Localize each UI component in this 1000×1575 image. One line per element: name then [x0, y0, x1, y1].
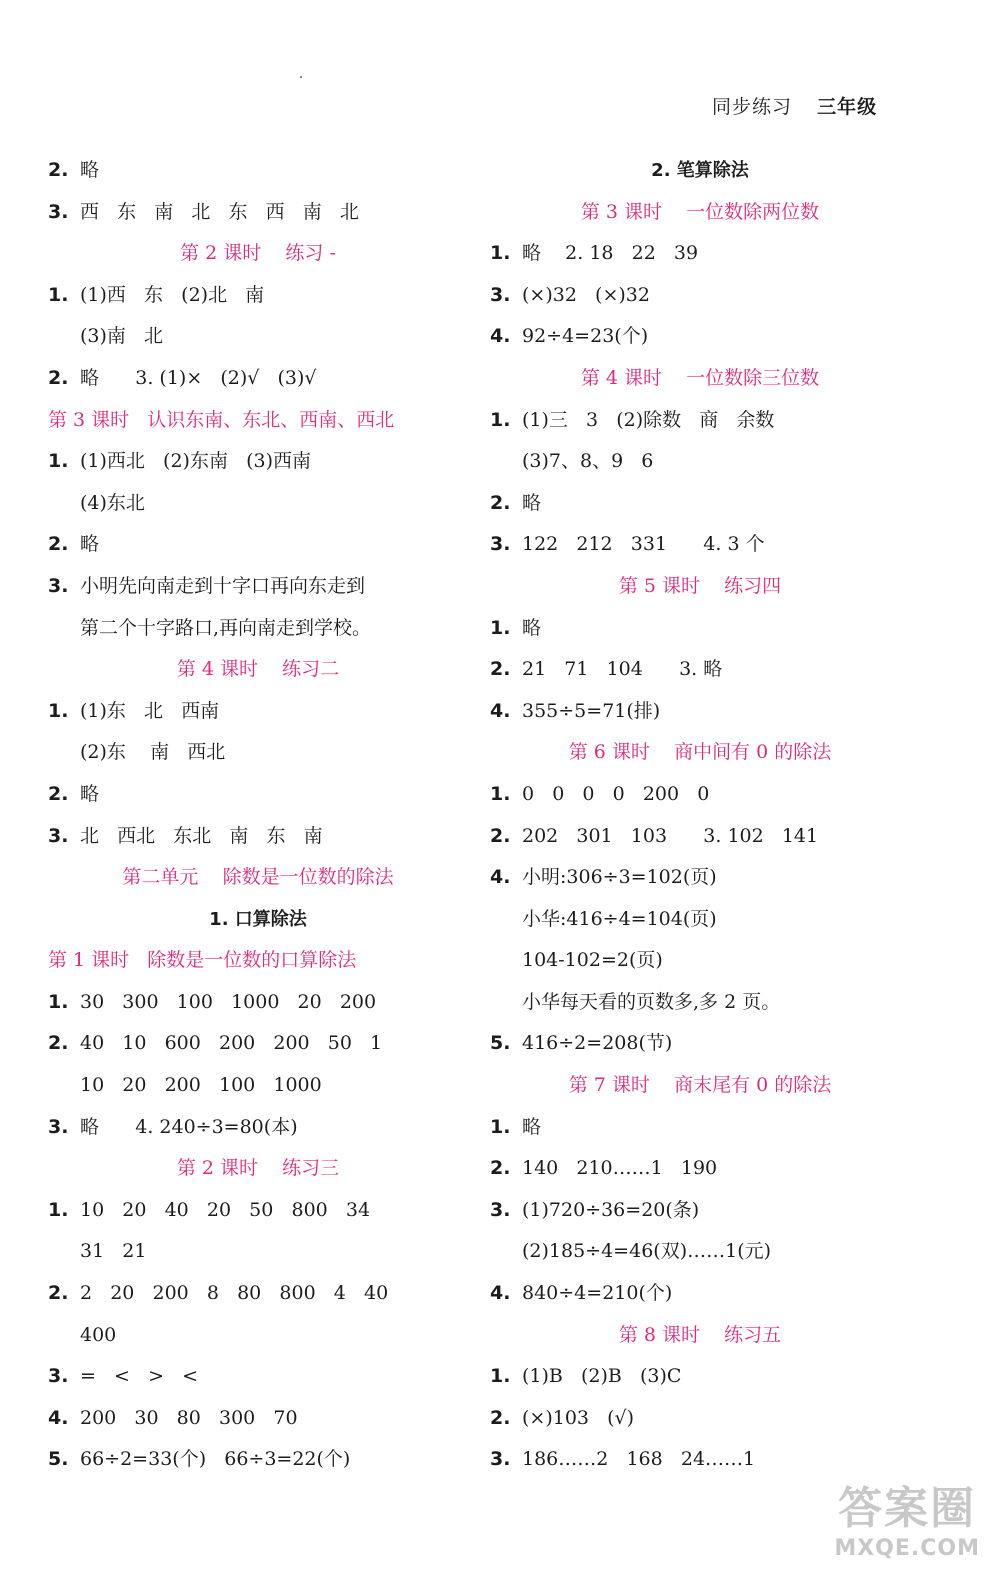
- question-number: 4.: [490, 866, 511, 889]
- question-number: 2.: [490, 1157, 511, 1180]
- question-number: 5.: [48, 1448, 69, 1471]
- answer-line: [490, 857, 910, 899]
- answer-line: [490, 1107, 910, 1149]
- answer-line: [48, 192, 468, 234]
- grade-label: 三年级: [817, 96, 878, 118]
- answer-line: [490, 233, 910, 275]
- answer-text: 21 71 104 3. 略: [522, 658, 723, 681]
- lesson-heading: 第 5 课时 练习四: [618, 574, 782, 597]
- answer-line: [48, 566, 468, 608]
- answer-text: 略: [522, 491, 542, 514]
- lesson-heading: 第 2 课时 练习三: [176, 1157, 340, 1180]
- answer-line: [48, 1398, 468, 1440]
- answer-text: 略: [522, 1115, 542, 1138]
- question-number: 1.: [490, 616, 511, 639]
- question-number: 2.: [490, 491, 511, 514]
- question-number: 3.: [490, 283, 511, 306]
- answer-line: [48, 1356, 468, 1398]
- answer-text: (1)三 3 (2)除数 商 余数: [522, 408, 775, 431]
- question-number: 1.: [490, 782, 511, 805]
- answer-line: [490, 1273, 910, 1315]
- answer-continuation: (4)东北: [80, 491, 145, 514]
- lesson-heading: 第 4 课时 一位数除三位数: [580, 366, 820, 389]
- answer-text: 北 西北 东北 南 东 南: [80, 824, 323, 847]
- question-number: 2.: [490, 824, 511, 847]
- page-speck: [300, 76, 302, 78]
- answer-text: 840÷4=210(个): [522, 1282, 673, 1305]
- answer-text: 略: [80, 159, 100, 181]
- lesson-heading: 第二单元 除数是一位数的除法: [122, 866, 394, 889]
- answer-line: [490, 524, 910, 566]
- question-number: 4.: [490, 325, 511, 348]
- answer-text: 略 2. 18 22 39: [522, 242, 699, 265]
- answer-line: [490, 816, 910, 858]
- question-number: 1.: [48, 1198, 69, 1221]
- answer-text: (1)西北 (2)东南 (3)西南: [80, 450, 311, 473]
- question-number: 3.: [490, 1198, 511, 1221]
- answer-line: [48, 358, 468, 400]
- answer-text: 30 300 100 1000 20 200: [80, 990, 377, 1013]
- question-number: 2.: [48, 533, 69, 556]
- answer-continuation: 小华:416÷4=104(页): [522, 907, 717, 930]
- answer-text: 2 20 200 8 80 800 4 40: [80, 1282, 389, 1305]
- question-number: 4.: [490, 699, 511, 722]
- question-number: 3.: [48, 1115, 69, 1138]
- answer-text: (1)720÷36=20(条): [522, 1198, 700, 1221]
- answer-line: [490, 1190, 910, 1232]
- answer-line: [48, 691, 468, 733]
- answer-text: 略 4. 240÷3=80(本): [80, 1115, 298, 1138]
- left-answer-column: [48, 150, 468, 1481]
- question-number: 1.: [48, 699, 69, 722]
- answer-line: [490, 1023, 910, 1065]
- lesson-heading: 第 3 课时 认识东南、东北、西南、西北: [48, 408, 395, 431]
- question-number: 3.: [490, 1448, 511, 1471]
- answer-line: [490, 1398, 910, 1440]
- answer-line: [48, 816, 468, 858]
- answer-continuation: (2)东 南 西北: [80, 741, 226, 764]
- section-heading: 2. 笔算除法: [651, 160, 749, 181]
- question-number: 3.: [48, 1365, 69, 1388]
- question-number: 1.: [48, 990, 69, 1013]
- question-number: 1.: [490, 1115, 511, 1138]
- question-number: 3.: [48, 200, 69, 223]
- answer-text: 186……2 168 24……1: [522, 1448, 756, 1471]
- answer-text: 92÷4=23(个): [522, 325, 649, 348]
- answer-continuation: 400: [80, 1323, 117, 1346]
- watermark-url: MXQE.COM: [834, 1536, 980, 1561]
- answer-line: [48, 150, 468, 192]
- page-header: [712, 92, 877, 119]
- answer-text: 40 10 600 200 200 50 1: [80, 1032, 383, 1055]
- answer-line: [48, 441, 468, 483]
- lesson-heading: 第 8 课时 练习五: [618, 1323, 782, 1346]
- question-number: 2.: [48, 366, 69, 389]
- answer-continuation: 10 20 200 100 1000: [80, 1074, 322, 1097]
- lesson-heading: 第 6 课时 商中间有 0 的除法: [568, 741, 832, 764]
- question-number: 1.: [490, 408, 511, 431]
- answer-continuation: 31 21: [80, 1240, 147, 1263]
- answer-text: 122 212 331 4. 3 个: [522, 533, 765, 556]
- question-number: 4.: [490, 1282, 511, 1305]
- answer-text: 202 301 103 3. 102 141: [522, 824, 819, 847]
- question-number: 3.: [48, 574, 69, 597]
- answer-text: 小明:306÷3=102(页): [522, 866, 717, 889]
- answer-continuation: 第二个十字路口,再向南走到学校。: [80, 616, 372, 639]
- answer-text: 略 3. (1)× (2)√ (3)√: [80, 366, 317, 389]
- answer-text: = < > <: [80, 1365, 199, 1388]
- answer-line: [48, 774, 468, 816]
- question-number: 2.: [490, 658, 511, 681]
- question-number: 2.: [48, 782, 69, 805]
- answer-line: [490, 774, 910, 816]
- watermark-logo: 答案圈: [838, 1483, 977, 1534]
- answer-line: [48, 1273, 468, 1315]
- answer-line: [48, 982, 468, 1024]
- question-number: 5.: [490, 1032, 511, 1055]
- question-number: 3.: [48, 824, 69, 847]
- lesson-heading: 第 1 课时 除数是一位数的口算除法: [48, 949, 357, 972]
- question-number: 1.: [490, 242, 511, 265]
- answer-text: 0 0 0 0 200 0: [522, 782, 710, 805]
- answer-text: 66÷2=33(个) 66÷3=22(个): [80, 1448, 351, 1471]
- answer-text: 略: [80, 782, 100, 805]
- lesson-heading: 第 2 课时 练习 -: [180, 242, 336, 265]
- answer-continuation: (2)185÷4=46(双)……1(元): [522, 1240, 772, 1263]
- question-number: 1.: [48, 283, 69, 306]
- lesson-heading: 第 4 课时 练习二: [176, 658, 340, 681]
- question-number: 2.: [48, 159, 69, 181]
- answer-continuation: (3)7、8、9 6: [522, 450, 654, 473]
- answer-text: (×)103 (√): [522, 1406, 635, 1429]
- answer-continuation: 104-102=2(页): [522, 949, 663, 972]
- answer-text: 略: [522, 616, 542, 639]
- lesson-heading: 第 7 课时 商末尾有 0 的除法: [568, 1074, 832, 1097]
- answer-text: 140 210……1 190: [522, 1157, 718, 1180]
- book-title: 同步练习: [712, 96, 793, 118]
- answer-line: [48, 275, 468, 317]
- answer-text: 略: [80, 533, 100, 556]
- answer-text: (1)B (2)B (3)C: [522, 1365, 682, 1388]
- answer-line: [490, 1148, 910, 1190]
- answer-line: [48, 1107, 468, 1149]
- answer-line: [48, 524, 468, 566]
- answer-text: 10 20 40 20 50 800 34: [80, 1198, 371, 1221]
- answer-line: [490, 1356, 910, 1398]
- answer-line: [490, 649, 910, 691]
- question-number: 3.: [490, 533, 511, 556]
- lesson-heading: 第 3 课时 一位数除两位数: [580, 200, 820, 223]
- answer-line: [48, 1190, 468, 1232]
- answer-text: 200 30 80 300 70: [80, 1406, 298, 1429]
- answer-line: [490, 400, 910, 442]
- question-number: 1.: [48, 450, 69, 473]
- answer-line: [490, 691, 910, 733]
- section-heading: 1. 口算除法: [209, 908, 307, 930]
- question-number: 1.: [490, 1365, 511, 1388]
- answer-line: [48, 1439, 468, 1481]
- answer-line: [490, 316, 910, 358]
- answer-continuation: 小华每天看的页数多,多 2 页。: [522, 990, 781, 1013]
- answer-line: [48, 1023, 468, 1065]
- answer-line: [490, 483, 910, 525]
- answer-text: 小明先向南走到十字口再向东走到: [80, 574, 366, 597]
- answer-text: (1)西 东 (2)北 南: [80, 283, 265, 306]
- question-number: 2.: [48, 1032, 69, 1055]
- answer-text: 355÷5=71(排): [522, 699, 661, 722]
- answer-line: [490, 275, 910, 317]
- answer-text: (1)东 北 西南: [80, 699, 220, 722]
- watermark: [834, 1472, 980, 1561]
- right-answer-column: [490, 150, 910, 1481]
- answer-continuation: (3)南 北: [80, 325, 164, 348]
- answer-text: 416÷2=208(节): [522, 1032, 673, 1055]
- question-number: 2.: [48, 1282, 69, 1305]
- answer-line: [490, 608, 910, 650]
- question-number: 2.: [490, 1406, 511, 1429]
- answer-text: (×)32 (×)32: [522, 283, 650, 306]
- answer-text: 西 东 南 北 东 西 南 北: [80, 200, 359, 223]
- question-number: 4.: [48, 1406, 69, 1429]
